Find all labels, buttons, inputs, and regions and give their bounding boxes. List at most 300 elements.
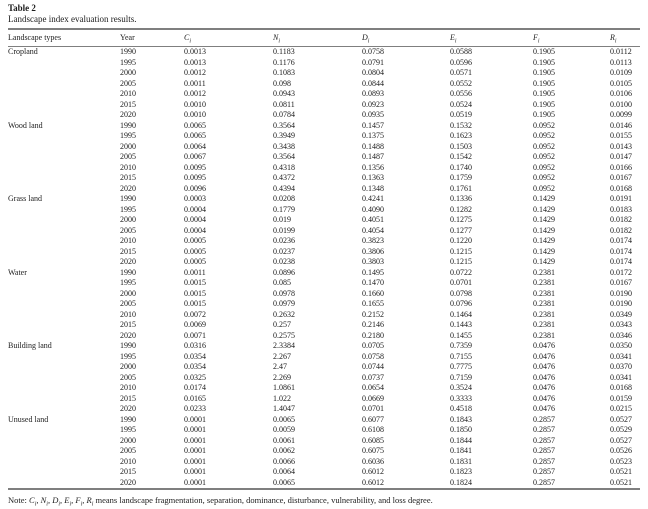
- value-cell: 0.1429: [533, 246, 555, 256]
- landscape-type-cell: [8, 394, 120, 405]
- landscape-type-cell: Water: [8, 267, 27, 277]
- table-row: [8, 268, 640, 279]
- value-cell: 0.0190: [610, 288, 632, 298]
- year-cell: 2010: [120, 309, 136, 319]
- value-cell: 0.0069: [184, 320, 206, 329]
- table-body: [8, 47, 640, 490]
- value-cell: 0.1655: [362, 299, 384, 308]
- value-cell: 0.2857: [533, 446, 555, 455]
- value-cell: 0.1532: [450, 120, 472, 130]
- value-cell: 0.1429: [533, 204, 555, 214]
- landscape-type-cell: [8, 89, 120, 100]
- value-cell: 0.257: [273, 320, 291, 329]
- value-cell: 0.0099: [610, 110, 632, 119]
- value-cell: 0.098: [273, 78, 291, 88]
- value-cell: 0.0354: [184, 351, 206, 361]
- year-cell: 1990: [120, 267, 136, 277]
- table-row: [8, 205, 640, 216]
- value-cell: 0.0001: [184, 425, 206, 434]
- value-cell: 0.1220: [450, 236, 472, 245]
- column-header-fi: $F_i$: [533, 29, 610, 47]
- table-row: [8, 320, 640, 331]
- table-row: [8, 436, 640, 447]
- value-cell: 0.4372: [273, 173, 295, 182]
- table-row: [8, 215, 640, 226]
- year-cell: 1995: [120, 204, 136, 214]
- value-cell: 0.1429: [533, 225, 555, 235]
- value-cell: 0.0669: [362, 393, 384, 403]
- landscape-type-cell: [8, 289, 120, 300]
- value-cell: 1.0861: [273, 383, 295, 392]
- value-cell: 0.1275: [450, 215, 472, 224]
- year-cell: 2005: [120, 225, 136, 235]
- value-cell: 0.1176: [273, 57, 295, 67]
- value-cell: 0.0010: [184, 99, 206, 109]
- value-cell: 0.3564: [273, 152, 295, 161]
- value-cell: 0.2857: [533, 425, 555, 434]
- value-cell: 0.0109: [610, 68, 632, 77]
- value-cell: 0.4051: [362, 215, 384, 224]
- value-cell: 0.0979: [273, 299, 295, 308]
- value-cell: 0.0001: [184, 478, 273, 490]
- value-cell: 2.47: [273, 362, 287, 371]
- value-cell: 0.0236: [273, 236, 295, 245]
- value-cell: 0.2381: [533, 309, 555, 319]
- table-row: [8, 194, 640, 205]
- column-header-ei: $E_i$: [450, 29, 533, 47]
- value-cell: 0.1215: [450, 257, 472, 266]
- table-row: [8, 478, 640, 490]
- value-cell: 0.0758: [362, 351, 384, 361]
- year-cell: 2005: [120, 78, 136, 88]
- value-cell: 0.7775: [450, 362, 472, 371]
- value-cell: 0.3803: [362, 257, 384, 266]
- value-cell: 0.0476: [533, 404, 555, 413]
- note-symbol: E: [64, 495, 70, 505]
- year-cell: 2015: [120, 320, 136, 329]
- value-cell: 0.0701: [450, 278, 472, 287]
- value-cell: 0.6108: [362, 425, 384, 434]
- table-row: [8, 310, 640, 321]
- value-cell: 0.0316: [184, 341, 206, 350]
- table-row: [8, 383, 640, 394]
- value-cell: 0.0004: [184, 215, 206, 224]
- value-cell: 0.1336: [450, 194, 472, 203]
- landscape-type-cell: [8, 152, 120, 163]
- value-cell: 2.269: [273, 372, 291, 382]
- value-cell: 0.0896: [273, 267, 295, 277]
- table-row: [8, 352, 640, 363]
- value-cell: 0.1503: [450, 141, 472, 151]
- value-cell: 0.0784: [273, 110, 295, 119]
- value-cell: 0.0476: [533, 341, 555, 350]
- value-cell: 0.0952: [533, 152, 555, 161]
- value-cell: 0.1905: [533, 89, 555, 98]
- value-cell: 0.0737: [362, 372, 384, 382]
- value-cell: 0.0758: [362, 47, 384, 56]
- value-cell: 0.0350: [610, 341, 632, 350]
- value-cell: 0.0370: [610, 362, 632, 371]
- value-cell: 0.0066: [273, 456, 295, 466]
- table-row: [8, 163, 640, 174]
- table-row: [8, 257, 640, 268]
- value-cell: 0.0978: [273, 288, 295, 298]
- value-cell: 0.2146: [362, 320, 384, 329]
- value-cell: 0.0237: [273, 246, 295, 256]
- value-cell: 0.0556: [450, 89, 472, 98]
- value-cell: 0.7359: [450, 341, 472, 350]
- landscape-type-cell: [8, 320, 120, 331]
- value-cell: 0.1487: [362, 152, 384, 161]
- value-cell: 0.0952: [533, 173, 555, 182]
- table-row: [8, 341, 640, 352]
- value-cell: 0.2381: [533, 330, 555, 340]
- table-row: [8, 331, 640, 342]
- value-cell: 0.2381: [533, 278, 555, 287]
- year-cell: 1995: [120, 131, 136, 140]
- year-cell: 2015: [120, 246, 136, 256]
- value-cell: 0.1363: [362, 173, 384, 182]
- table-row: [8, 131, 640, 142]
- value-cell: 0.1823: [450, 467, 472, 476]
- column-header-di: $D_i$: [362, 29, 450, 47]
- year-cell: 2005: [120, 446, 136, 455]
- landscape-type-cell: [8, 58, 120, 69]
- value-cell: 0.0105: [610, 78, 632, 88]
- value-cell: 0.0182: [610, 215, 632, 224]
- value-cell: 1.022: [273, 393, 291, 403]
- table-caption: Landscape index evaluation results.: [8, 14, 137, 24]
- header-row: [8, 29, 640, 47]
- landscape-type-cell: [8, 278, 120, 289]
- value-cell: 0.2857: [533, 435, 555, 445]
- year-cell: 2010: [120, 162, 136, 172]
- landscape-type-cell: [8, 383, 120, 394]
- landscape-type-cell: [8, 373, 120, 384]
- value-cell: 0.0005: [184, 257, 206, 266]
- value-cell: 0.0001: [184, 435, 206, 445]
- year-cell: 2000: [120, 435, 136, 445]
- value-cell: 0.0952: [533, 120, 555, 130]
- value-cell: 0.0183: [610, 204, 632, 214]
- value-cell: 0.0065: [184, 131, 206, 140]
- value-cell: 0.0654: [362, 383, 384, 392]
- value-cell: 0.0062: [273, 446, 295, 455]
- value-cell: 0.0476: [533, 383, 555, 392]
- value-cell: 0.0588: [450, 47, 472, 56]
- value-cell: 0.0172: [610, 267, 632, 277]
- value-cell: 0.0571: [450, 68, 472, 77]
- value-cell: 0.0013: [184, 47, 206, 56]
- year-cell: 2015: [120, 393, 136, 403]
- note-symbol: N: [40, 495, 47, 505]
- landscape-type-cell: [8, 79, 120, 90]
- value-cell: 0.0174: [610, 246, 632, 256]
- value-cell: 0.0166: [610, 162, 632, 172]
- value-cell: 0.0524: [450, 99, 472, 109]
- value-cell: 0.4241: [362, 194, 384, 203]
- value-cell: 0.0523: [610, 456, 632, 466]
- landscape-type-cell: [8, 310, 120, 321]
- value-cell: 0.0952: [533, 131, 555, 140]
- table-row: [8, 446, 640, 457]
- landscape-type-cell: [8, 205, 120, 216]
- value-cell: 0.0004: [184, 204, 206, 214]
- year-cell: 1995: [120, 278, 136, 287]
- value-cell: 0.0346: [610, 330, 632, 340]
- column-header-landscape-types: Landscape types: [8, 29, 120, 47]
- landscape-type-cell: [8, 215, 120, 226]
- value-cell: 0.4518: [450, 404, 472, 413]
- value-cell: 0.0798: [450, 288, 472, 298]
- value-cell: 0.1623: [450, 131, 472, 140]
- value-cell: 0.3438: [273, 141, 295, 151]
- value-cell: 0.0804: [362, 68, 384, 77]
- value-cell: 0.0165: [184, 393, 206, 403]
- value-cell: 0.3524: [450, 383, 472, 392]
- table-row: [8, 425, 640, 436]
- value-cell: 0.2381: [533, 288, 555, 298]
- value-cell: 0.3564: [273, 120, 295, 130]
- value-cell: 0.0722: [450, 267, 472, 277]
- value-cell: 0.0064: [273, 467, 295, 476]
- table-row: [8, 415, 640, 426]
- value-cell: 0.0015: [184, 278, 206, 287]
- value-cell: 0.0067: [184, 152, 206, 161]
- year-cell: 2020: [120, 183, 136, 193]
- value-cell: 0.0935: [362, 110, 384, 119]
- year-cell: 1990: [120, 47, 136, 56]
- value-cell: 0.1660: [362, 288, 384, 298]
- value-cell: 0.1183: [273, 47, 295, 56]
- landscape-type-cell: [8, 236, 120, 247]
- value-cell: 0.0191: [610, 194, 632, 203]
- value-cell: 0.1841: [450, 446, 472, 455]
- value-cell: 0.0147: [610, 152, 632, 161]
- value-cell: 0.0155: [610, 131, 632, 140]
- value-cell: 0.2857: [533, 478, 610, 490]
- value-cell: 0.0893: [362, 89, 384, 98]
- value-cell: 0.0552: [450, 78, 472, 88]
- value-cell: 0.2575: [273, 330, 295, 340]
- value-cell: 0.0343: [610, 320, 632, 329]
- value-cell: 0.2381: [533, 267, 555, 277]
- value-cell: 0.0013: [184, 57, 206, 67]
- year-cell: 2010: [120, 236, 136, 245]
- value-cell: 0.1455: [450, 330, 472, 340]
- value-cell: 0.0744: [362, 362, 384, 371]
- value-cell: 0.0065: [184, 120, 206, 130]
- value-cell: 0.0705: [362, 341, 384, 350]
- value-cell: 0.0208: [273, 194, 295, 203]
- value-cell: 0.1470: [362, 278, 384, 287]
- year-cell: 2020: [120, 330, 136, 340]
- value-cell: 0.3333: [450, 393, 472, 403]
- landscape-type-cell: [8, 446, 120, 457]
- year-cell: 2000: [120, 68, 136, 77]
- value-cell: 0.1824: [450, 478, 533, 490]
- value-cell: 0.0476: [533, 362, 555, 371]
- landscape-type-cell: [8, 257, 120, 268]
- table-header: [8, 29, 640, 47]
- value-cell: 0.1495: [362, 267, 384, 277]
- value-cell: 2.267: [273, 351, 291, 361]
- value-cell: 0.0015: [184, 299, 206, 308]
- year-cell: 2020: [120, 110, 136, 119]
- landscape-type-cell: [8, 142, 120, 153]
- table-row: [8, 289, 640, 300]
- value-cell: 0.1905: [533, 47, 555, 56]
- value-cell: 0.0476: [533, 393, 555, 403]
- table-row: [8, 121, 640, 132]
- value-cell: 0.0174: [610, 257, 632, 266]
- value-cell: 0.2381: [533, 299, 555, 308]
- value-cell: 0.3949: [273, 131, 295, 140]
- table-row: [8, 457, 640, 468]
- value-cell: 0.019: [273, 215, 291, 224]
- value-cell: 0.0015: [184, 288, 206, 298]
- value-cell: 0.0952: [533, 141, 555, 151]
- note-prefix: Note:: [8, 495, 30, 505]
- table-row: [8, 152, 640, 163]
- value-cell: 0.0811: [273, 99, 295, 109]
- note-symbol: R: [86, 495, 92, 505]
- year-cell: 2005: [120, 372, 136, 382]
- landscape-type-cell: [8, 68, 120, 79]
- table-row: [8, 110, 640, 121]
- value-cell: 0.1083: [273, 68, 295, 77]
- landscape-type-cell: [8, 100, 120, 111]
- landscape-type-cell: [8, 404, 120, 415]
- value-cell: 0.6077: [362, 414, 384, 424]
- landscape-type-cell: [8, 173, 120, 184]
- value-cell: 0.0521: [610, 478, 640, 490]
- value-cell: 0.0325: [184, 372, 206, 382]
- landscape-type-cell: [8, 436, 120, 447]
- landscape-type-cell: [8, 226, 120, 237]
- value-cell: 0.0174: [610, 236, 632, 245]
- value-cell: 0.0059: [273, 425, 295, 434]
- value-cell: 0.1844: [450, 435, 472, 445]
- table-row: [8, 89, 640, 100]
- value-cell: 0.1215: [450, 246, 472, 256]
- landscape-type-cell: [8, 478, 120, 490]
- note-symbol: D: [52, 495, 59, 505]
- value-cell: 0.1542: [450, 152, 472, 161]
- year-cell: 2005: [120, 299, 136, 308]
- note-symbol: C: [29, 495, 35, 505]
- value-cell: 0.0596: [450, 57, 472, 67]
- year-cell: 1990: [120, 341, 136, 350]
- value-cell: 0.6075: [362, 446, 384, 455]
- value-cell: 0.0796: [450, 299, 472, 308]
- value-cell: 0.1761: [450, 183, 472, 193]
- table-row: [8, 68, 640, 79]
- value-cell: 0.1843: [450, 414, 472, 424]
- value-cell: 0.0701: [362, 404, 384, 413]
- table-note: [8, 495, 640, 506]
- year-cell: 2015: [120, 99, 136, 109]
- year-cell: 2010: [120, 383, 136, 392]
- table-row: [8, 100, 640, 111]
- note-text: means landscape fragmentation, separation, dominance, disturbance, vulnerability, and loss degree.: [93, 495, 433, 505]
- value-cell: 0.1429: [533, 215, 555, 224]
- value-cell: 0.6036: [362, 456, 384, 466]
- landscape-type-cell: Building land: [8, 341, 52, 350]
- value-cell: 0.0529: [610, 425, 632, 434]
- value-cell: 0.0071: [184, 330, 206, 340]
- value-cell: 0.0065: [273, 478, 362, 490]
- landscape-type-cell: [8, 331, 120, 342]
- landscape-type-cell: [8, 110, 120, 121]
- value-cell: 0.1464: [450, 309, 472, 319]
- column-header-year: Year: [120, 29, 184, 47]
- value-cell: 0.1429: [533, 194, 555, 203]
- value-cell: 0.0005: [184, 236, 206, 245]
- value-cell: 0.0003: [184, 194, 206, 203]
- landscape-type-cell: [8, 163, 120, 174]
- year-cell: 1990: [120, 414, 136, 424]
- value-cell: 0.0005: [184, 246, 206, 256]
- table-row: [8, 247, 640, 258]
- value-cell: 0.1282: [450, 204, 472, 214]
- table-row: [8, 58, 640, 69]
- value-cell: 0.0527: [610, 414, 632, 424]
- value-cell: 0.1356: [362, 162, 384, 172]
- value-cell: 0.0168: [610, 383, 632, 392]
- value-cell: 0.085: [273, 278, 291, 287]
- year-cell: 2020: [120, 257, 136, 266]
- value-cell: 0.1905: [533, 99, 555, 109]
- value-cell: 0.1759: [450, 173, 472, 182]
- table-row: [8, 236, 640, 247]
- value-cell: 0.7155: [450, 351, 472, 361]
- value-cell: 0.0527: [610, 435, 632, 445]
- value-cell: 0.2152: [362, 309, 384, 319]
- landscape-type-cell: [8, 425, 120, 436]
- year-cell: 1990: [120, 120, 136, 130]
- value-cell: 0.0106: [610, 89, 632, 98]
- value-cell: 0.0167: [610, 278, 632, 287]
- landscape-type-cell: [8, 457, 120, 468]
- value-cell: 0.0952: [533, 183, 555, 193]
- value-cell: 0.4318: [273, 162, 295, 172]
- table-row: [8, 467, 640, 478]
- value-cell: 0.0233: [184, 404, 206, 413]
- column-header-ri: $R_i$: [610, 29, 640, 47]
- value-cell: 0.0943: [273, 89, 295, 98]
- year-cell: 2010: [120, 456, 136, 466]
- value-cell: 0.0519: [450, 110, 472, 119]
- column-header-ni: $N_i$: [273, 29, 362, 47]
- table-row: [8, 184, 640, 195]
- year-cell: 1995: [120, 57, 136, 67]
- value-cell: 0.0113: [610, 57, 632, 67]
- value-cell: 0.4090: [362, 204, 384, 214]
- value-cell: 0.6012: [362, 478, 450, 490]
- value-cell: 0.3823: [362, 236, 384, 245]
- value-cell: 0.0521: [610, 467, 632, 476]
- table-row: [8, 173, 640, 184]
- value-cell: 0.0349: [610, 309, 632, 319]
- table-row: [8, 299, 640, 310]
- value-cell: 0.1905: [533, 57, 555, 67]
- landscape-type-cell: [8, 467, 120, 478]
- value-cell: 0.1905: [533, 78, 555, 88]
- table-row: [8, 394, 640, 405]
- value-cell: 0.0065: [273, 414, 295, 424]
- value-cell: 0.1831: [450, 456, 472, 466]
